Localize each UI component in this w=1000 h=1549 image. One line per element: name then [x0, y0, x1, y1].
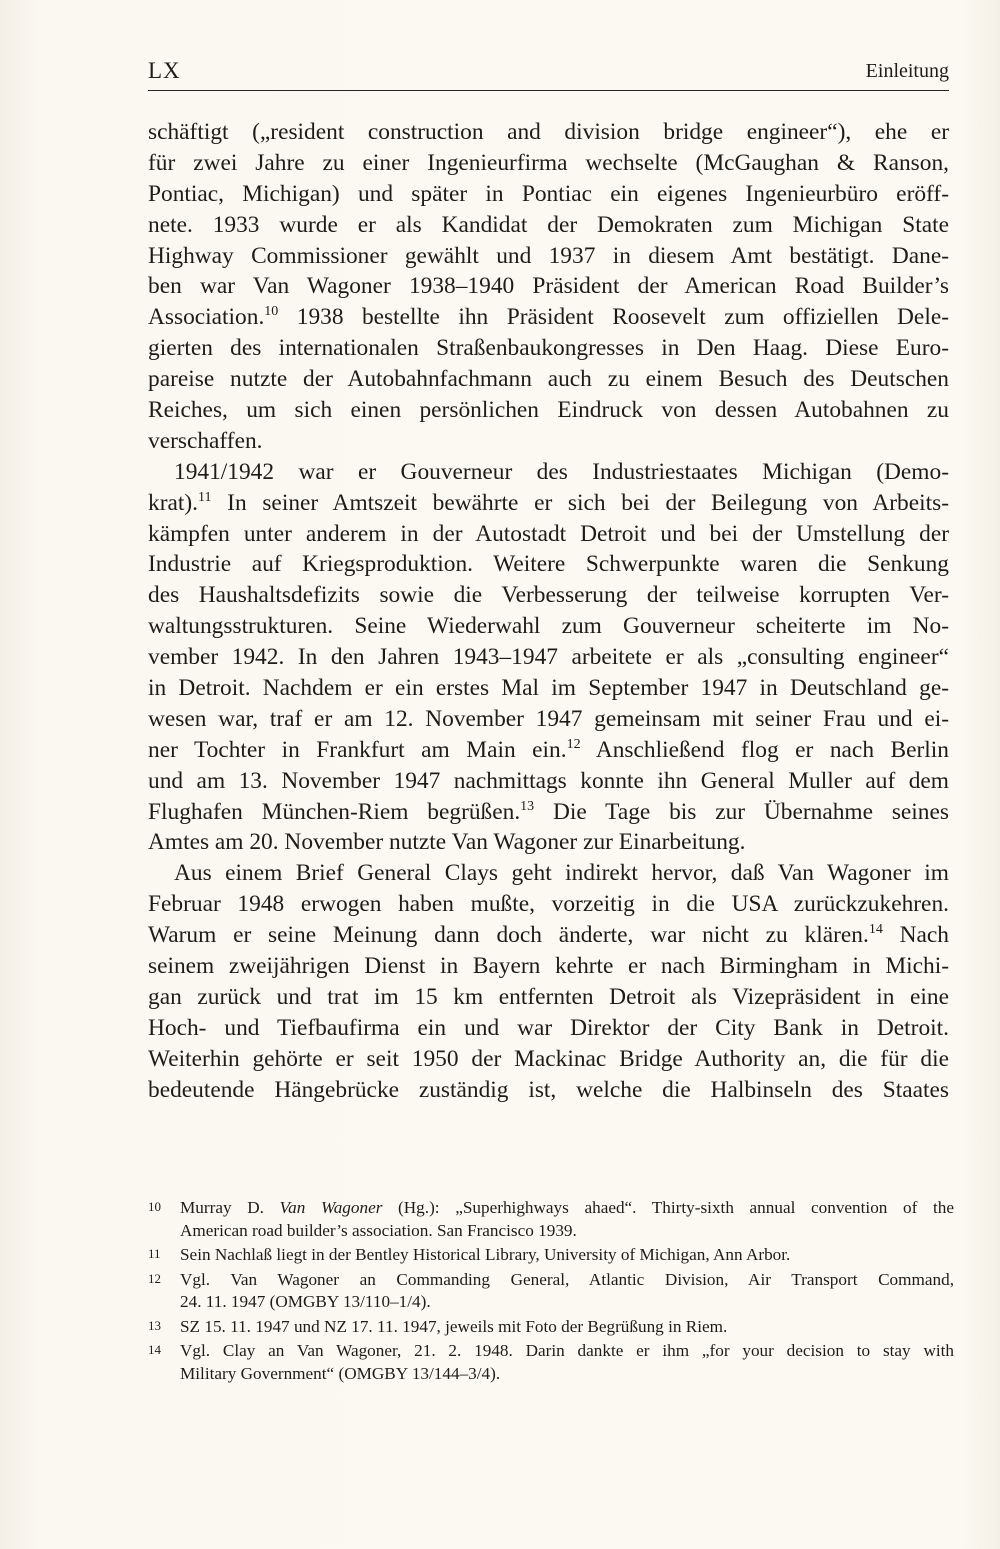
- footnote-line: Sein Nachlaß liegt in der Bentley Historical Library, University of Michigan, Ann Arbor.: [180, 1245, 791, 1264]
- text-line: seinem zweijährigen Dienst in Bayern kehrte er nach Birmingham in Michi-: [148, 953, 949, 980]
- text-line: Hoch- und Tiefbaufirma ein und war Direktor der City Bank in Detroit.: [148, 1014, 949, 1041]
- text-line: Association.$^{10}$ 1938 bestellte ihn Präsident Roosevelt zum offiziellen Dele-: [148, 304, 949, 331]
- footnote-line: SZ 15. 11. 1947 und NZ 17. 11. 1947, jeweils mit Foto der Begrüßung in Riem.: [180, 1316, 728, 1336]
- footnote-ref: 12: [566, 736, 581, 752]
- footnote: [148, 1244, 954, 1267]
- body-text: [148, 117, 949, 1106]
- text-line: nete. 1933 wurde er als Kandidat der Demokraten zum Michigan State: [148, 211, 949, 238]
- text-line: für zwei Jahre zu einer Ingenieurfirma wechselte (McGaughan & Ranson,: [148, 149, 949, 176]
- text-line: gierten des internationalen Straßenbaukongresses in Den Haag. Diese Euro-: [148, 335, 949, 362]
- text-line: ben war Van Wagoner 1938–1940 Präsident der American Road Builder’s: [148, 273, 949, 300]
- footnote-line: 24. 11. 1947 (OMGBY 13/110–1/4).: [180, 1292, 431, 1311]
- text-line: Reiches, um sich einen persönlichen Eindruck von dessen Autobahnen zu: [148, 397, 949, 424]
- footnote-number: 11: [148, 1246, 161, 1261]
- text-line: waltungsstrukturen. Seine Wiederwahl zum Gouverneur scheiterte im No-: [148, 613, 949, 640]
- footnote-number: 10: [148, 1199, 161, 1214]
- text-line: 1941/1942 war er Gouverneur des Industriestaates Michigan (Demo-: [174, 458, 949, 485]
- footnote: [148, 1197, 954, 1242]
- text-line: des Haushaltsdefizits sowie die Verbesserung der teilweise korrupten Ver-: [148, 582, 949, 609]
- text-line: Flughafen München-Riem begrüßen.$^{13}$ Die Tage bis zur Übernahme seines: [148, 798, 949, 825]
- footnote-ref: 10: [264, 304, 279, 320]
- text-line: Highway Commissioner gewählt und 1937 in diesem Amt bestätigt. Dane-: [148, 242, 949, 269]
- page-number: LX: [148, 58, 181, 83]
- text-line: und am 13. November 1947 nachmittags konnte ihn General Muller auf dem: [148, 767, 949, 794]
- footnote-ref: 11: [198, 489, 212, 505]
- footnote: [148, 1340, 954, 1385]
- text-line: vember 1942. In den Jahren 1943–1947 arbeitete er als „consulting engineer“: [148, 644, 949, 671]
- text-line: Weiterhin gehörte er seit 1950 der Mackinac Bridge Authority an, die für die: [148, 1045, 949, 1072]
- text-line: pareise nutzte der Autobahnfachmann auch zu einem Besuch des Deutschen: [148, 366, 949, 393]
- footnote-ref: 13: [520, 798, 535, 814]
- text-line: bedeutende Hängebrücke zuständig ist, welche die Halbinseln des Staates: [148, 1076, 949, 1103]
- footnote-line: American road builder’s association. San Francisco 1939.: [180, 1220, 577, 1240]
- text-line: Warum er seine Meinung dann doch änderte, war nicht zu klären.$^{14}$ Nach: [148, 922, 949, 949]
- text-line: in Detroit. Nachdem er ein erstes Mal im September 1947 in Deutschland ge-: [148, 675, 949, 702]
- footnote-line: Vgl. Van Wagoner an Commanding General, Atlantic Division, Air Transport Command,: [180, 1269, 954, 1289]
- text-line: gan zurück und trat im 15 km entfernten Detroit als Vizepräsident in eine: [148, 983, 949, 1010]
- running-head: Einleitung: [865, 60, 949, 82]
- footnote: [148, 1316, 954, 1339]
- footnote-number: 14: [148, 1342, 161, 1357]
- page-header: [148, 58, 949, 91]
- footnote-line: Military Government“ (OMGBY 13/144–3/4).: [180, 1363, 501, 1383]
- footnote-number: 12: [148, 1270, 161, 1286]
- text-line: Aus einem Brief General Clays geht indirekt hervor, daß Van Wagoner im: [174, 860, 949, 887]
- text-line: Amtes am 20. November nutzte Van Wagoner zur Einarbeitung.: [148, 829, 746, 856]
- text-line: ner Tochter in Frankfurt am Main ein.$^{12}$ Anschließend flog er nach Berlin: [148, 736, 949, 763]
- text-line: Industrie auf Kriegsproduktion. Weitere Schwerpunkte waren die Senkung: [148, 551, 949, 578]
- text-line: wesen war, traf er am 12. November 1947 gemeinsam mit seiner Frau und ei-: [148, 705, 949, 732]
- text-line: schäftigt („resident construction and division bridge engineer“), ehe er: [148, 119, 949, 145]
- footnote-number: 13: [148, 1317, 161, 1333]
- text-line: krat).$^{11}$ In seiner Amtszeit bewährte er sich bei der Beilegung von Arbeits-: [148, 489, 949, 516]
- footnote-line: Vgl. Clay an Van Wagoner, 21. 2. 1948. Darin dankte er ihm „for your decision to stay with: [180, 1341, 954, 1360]
- footnote-line: Murray D. Van Wagoner (Hg.): „Superhighways ahaed“. Thirty-sixth annual convention of the: [180, 1198, 954, 1217]
- footnote-ref: 14: [868, 922, 883, 938]
- footnote: [148, 1269, 954, 1314]
- text-line: Februar 1948 erwogen haben mußte, vorzeitig in die USA zurückzukehren.: [148, 891, 949, 918]
- text-line: Pontiac, Michigan) und später in Pontiac ein eigenes Ingenieurbüro eröff-: [148, 180, 949, 207]
- text-line: verschaffen.: [148, 427, 263, 454]
- footnotes: [148, 1197, 954, 1387]
- text-line: kämpfen unter anderem in der Autostadt Detroit und bei der Umstellung der: [148, 520, 949, 547]
